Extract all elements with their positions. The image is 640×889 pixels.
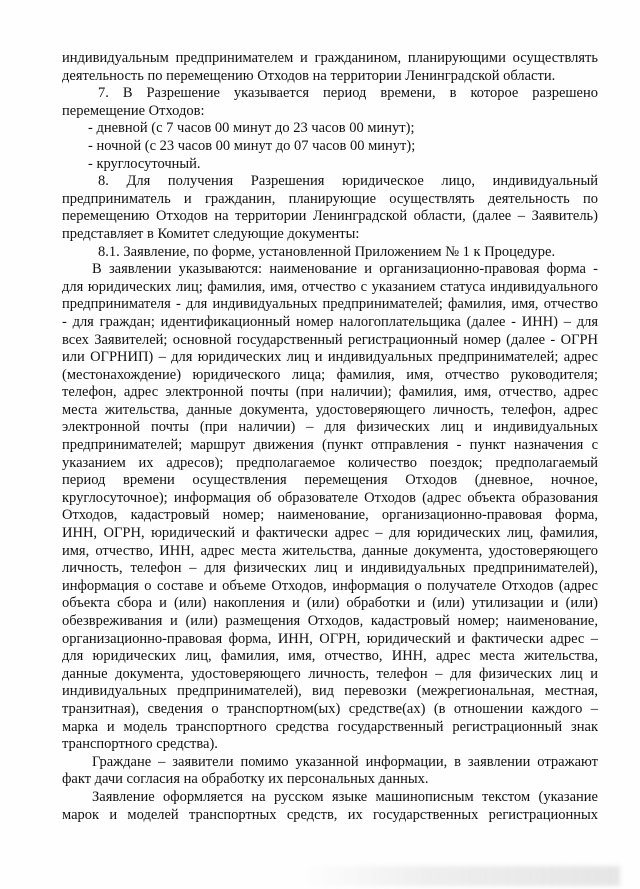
text-line: или ОГРНИП) – для юридических лиц и индивидуальных предпринимателей; адрес bbox=[62, 349, 598, 366]
text-line: В заявлении указываются: наименование и организационно-правовая форма - bbox=[92, 261, 598, 278]
text-line: предпринимателей; маршрут движения (пункт отправления - пункт назначения с bbox=[62, 437, 598, 454]
text-line: всех Заявителей; основной государственный регистрационный номер (далее - ОГРН bbox=[62, 331, 598, 348]
text-line: указанием их адресов); предполагаемое количество поездок; предполагаемый bbox=[62, 454, 598, 471]
text-line: - для граждан; идентификационный номер налогоплательщика (далее - ИНН) – для bbox=[62, 313, 598, 330]
text-line: 8.1. Заявление, по форме, установленной Приложением № 1 к Процедуре. bbox=[98, 243, 556, 260]
text-line: информация о составе и объеме Отходов, информация о получателе Отходов (адрес bbox=[62, 577, 598, 594]
scan-smudge bbox=[300, 866, 620, 886]
text-line: перемещению Отходов на территории Ленинградской области, (далее – Заявитель) bbox=[62, 208, 598, 225]
text-line: предприниматель и гражданин, планирующие осуществлять деятельность по bbox=[62, 190, 598, 207]
text-line: электронной почты (при наличии) – для физических лиц и индивидуальных bbox=[62, 419, 598, 436]
text-line: места жительства, данные документа, удостоверяющего личность, телефон, адрес bbox=[62, 401, 598, 418]
text-line: организационно-правовая форма, ИНН, ОГРН, юридический и фактически адрес – bbox=[62, 630, 598, 647]
text-line: обезвреживания и (или) размещения Отходов, кадастровый номер; наименование, bbox=[62, 613, 598, 629]
text-line: марок и моделей транспортных средств, их государственных регистрационных bbox=[62, 806, 598, 823]
text-line: телефон, адрес электронной почты (при наличии); фамилия, имя, отчество, адрес bbox=[62, 384, 598, 401]
text-line: (местонахождение) юридического лица; фамилия, имя, отчество руководителя; bbox=[62, 366, 598, 383]
text-line: период времени осуществления перемещения Отходов (дневное, ночное, bbox=[62, 472, 598, 489]
text-line: круглосуточное); информация об образователе Отходов (адрес объекта образования bbox=[62, 489, 598, 506]
text-line: - круглосуточный. bbox=[88, 155, 201, 172]
text-line: 8. Для получения Разрешения юридическое лицо, индивидуальный bbox=[98, 173, 598, 190]
text-line: Заявление оформляется на русском языке машинописным текстом (указание bbox=[92, 788, 598, 805]
text-line: индивидуальных предпринимателей), вид перевозки (межрегиональная, местная, bbox=[62, 683, 598, 700]
text-line: транзитная), сведения о транспортном(ых) средстве(ах) (в отношении каждого – bbox=[62, 700, 598, 717]
text-line: предпринимателя - для индивидуальных предпринимателей; фамилия, имя, отчество bbox=[62, 296, 598, 313]
text-line: - дневной (с 7 часов 00 минут до 23 часов 00 минут); bbox=[88, 120, 415, 137]
text-line: представляет в Комитет следующие документы: bbox=[62, 225, 360, 242]
text-line: транспортного средства). bbox=[62, 736, 218, 753]
text-line: Отходов, кадастровый номер; наименование, организационно-правовая форма, bbox=[62, 507, 598, 524]
text-line: данные документа, удостоверяющего личность, телефон – для физических лиц и bbox=[62, 665, 598, 682]
text-line: объекта сбора и (или) накопления и (или) обработки и (или) утилизации и (или) bbox=[62, 595, 598, 612]
text-line: ИНН, ОГРН, юридический и фактически адрес – для юридических лиц, фамилия, bbox=[62, 525, 598, 542]
text-line: 7. В Разрешение указывается период времени, в которое разрешено bbox=[98, 85, 598, 102]
text-line: индивидуальным предпринимателем и гражданином, планирующими осуществлять bbox=[62, 50, 598, 66]
text-line: Граждане – заявители помимо указанной информации, в заявлении отражают bbox=[92, 753, 598, 770]
text-line: деятельность по перемещению Отходов на территории Ленинградской области. bbox=[62, 67, 556, 84]
text-line: личность, телефон – для физических лиц и индивидуальных предпринимателей), bbox=[62, 560, 598, 577]
text-line: для юридических лиц; фамилия, имя, отчество с указанием статуса индивидуального bbox=[62, 278, 598, 295]
text-line: факт дачи согласия на обработку их персональных данных. bbox=[62, 771, 429, 788]
text-line: имя, отчество, ИНН, адрес места жительства, данные документа, удостоверяющего bbox=[62, 542, 598, 559]
text-line: для юридических лиц, фамилия, имя, отчество, ИНН, адрес места жительства, bbox=[62, 648, 598, 665]
text-line: марка и модель транспортного средства государственный регистрационный знак bbox=[62, 718, 598, 735]
text-line: - ночной (с 23 часов 00 минут до 07 часов 00 минут); bbox=[88, 137, 416, 154]
text-line: перемещение Отходов: bbox=[62, 102, 205, 119]
document-body bbox=[62, 50, 598, 824]
